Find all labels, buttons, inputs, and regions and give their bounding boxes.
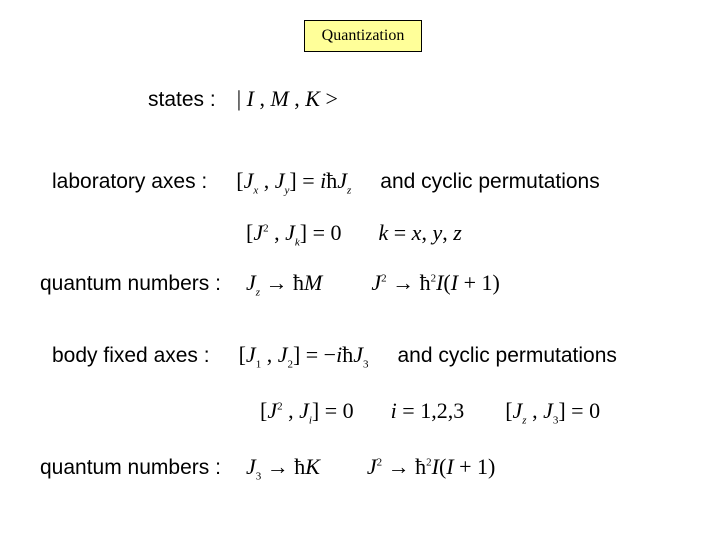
states-line bbox=[148, 88, 338, 110]
quantum-numbers-body-label: quantum numbers : bbox=[40, 456, 221, 479]
quantum-numbers-lab-line bbox=[40, 272, 500, 298]
laboratory-line bbox=[52, 170, 600, 196]
body-fixed-line-2 bbox=[260, 400, 600, 426]
states-label: states : bbox=[148, 88, 216, 111]
laboratory-label: laboratory axes : bbox=[52, 170, 208, 193]
body-fixed-suffix: and cyclic permutations bbox=[397, 344, 617, 367]
body-fixed-i-values: i = 1,2,3 bbox=[390, 398, 465, 423]
laboratory-suffix: and cyclic permutations bbox=[380, 170, 600, 193]
quantum-numbers-lab-j2: $J^2$ → $ħ^2I(I + 1)$ bbox=[371, 270, 500, 295]
slide-title bbox=[304, 20, 422, 52]
laboratory-line-2 bbox=[246, 222, 462, 248]
quantum-numbers-body-j2: $J^2$ → $ħ^2I(I + 1)$ bbox=[366, 454, 496, 479]
body-fixed-commutator-3: [$J_z$ , $J_3] = 0$ bbox=[505, 398, 601, 427]
laboratory-commutator: [$J_x$ , $J_y$] = iħJ$_z$ bbox=[236, 168, 352, 197]
quantum-numbers-lab-jz: $J_z$ → ħM bbox=[245, 270, 323, 299]
laboratory-commutator-2: [$J^2$ , $J_k] = 0$ bbox=[246, 220, 342, 249]
body-fixed-line bbox=[52, 344, 617, 370]
body-fixed-label: body fixed axes : bbox=[52, 344, 210, 367]
quantum-numbers-body-line bbox=[40, 456, 495, 482]
states-ket: | I , M , K > bbox=[236, 86, 338, 111]
slide-title-text: Quantization bbox=[321, 27, 405, 44]
body-fixed-commutator-2: [$J^2$ , $J_i] = 0$ bbox=[260, 398, 354, 427]
body-fixed-commutator: [$J_1$ , $J_2$] = −iħJ$_3$ bbox=[238, 342, 369, 371]
quantum-numbers-lab-label: quantum numbers : bbox=[40, 272, 221, 295]
quantum-numbers-body-j3: $J_3$ → ħK bbox=[245, 454, 320, 483]
laboratory-k-values: k = x, y, z bbox=[378, 220, 462, 245]
